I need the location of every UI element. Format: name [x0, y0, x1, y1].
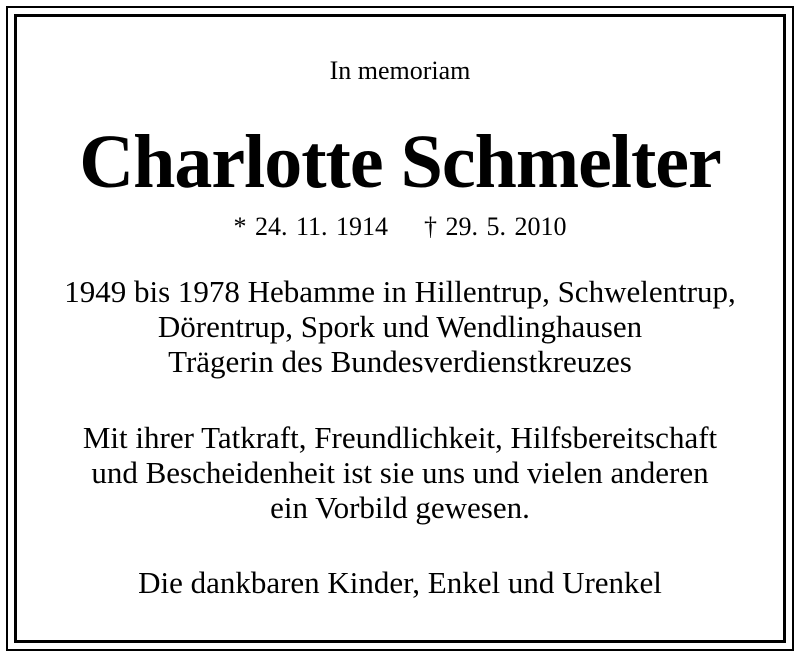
deceased-name: Charlotte Schmelter — [79, 120, 721, 204]
career-line: Trägerin des Bundesverdienstkreuzes — [168, 344, 632, 379]
family-signature: Die dankbaren Kinder, Enkel und Urenkel — [138, 565, 662, 600]
birth-date: * 24. 11. 1914 — [233, 212, 389, 241]
tribute-line: Mit ihrer Tatkraft, Freundlichkeit, Hilfsbereitschaft — [82, 420, 718, 455]
death-date: † 29. 5. 2010 — [424, 212, 567, 241]
career-line: 1949 bis 1978 Hebamme in Hillentrup, Schwelentrup, — [64, 274, 736, 309]
intro-heading: In memoriam — [329, 56, 471, 85]
tribute-line: ein Vorbild gewesen. — [270, 490, 530, 525]
life-dates — [0, 214, 800, 240]
tribute-line: und Bescheidenheit ist sie uns und vielen anderen — [91, 455, 709, 490]
career-line: Dörentrup, Spork und Wendlinghausen — [157, 309, 643, 344]
